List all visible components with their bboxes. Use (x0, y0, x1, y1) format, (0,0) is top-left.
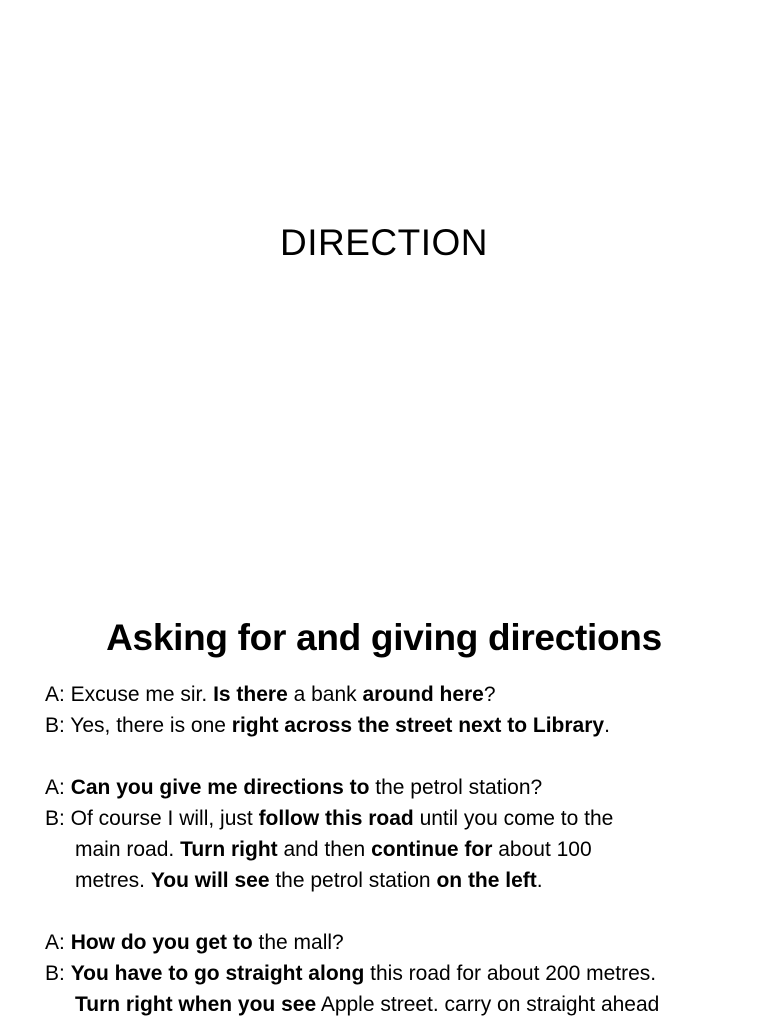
dialog-body (45, 679, 745, 1020)
bold-phrase: on the left (436, 869, 537, 892)
dialog2-line-b2 (45, 834, 745, 865)
bold-phrase: around here (362, 683, 484, 706)
text-run: A: (45, 931, 71, 954)
text-run: the petrol station (269, 869, 437, 892)
text-run: the mall? (252, 931, 344, 954)
slide-heading: Asking for and giving directions (106, 617, 662, 658)
text-run: . (536, 869, 543, 892)
paragraph-gap (45, 896, 745, 927)
dialog1-line-b (45, 710, 745, 741)
dialog3-line-a (45, 927, 745, 958)
bold-phrase: You will see (150, 869, 270, 892)
text-run: metres. (75, 869, 151, 892)
text-run: . (604, 714, 610, 737)
text-run: and then (277, 838, 372, 861)
text-run: a bank (287, 683, 363, 706)
dialog2-line-a (45, 772, 745, 803)
text-run: ? (483, 683, 496, 706)
text-run: until you come to the (413, 807, 614, 830)
slide-title: DIRECTION (280, 222, 488, 263)
bold-phrase: Is there (213, 683, 288, 706)
bold-phrase: Turn right (180, 838, 278, 861)
text-run: B: (45, 962, 71, 985)
bold-phrase: right across the street next to Library (231, 714, 605, 737)
dialog3-line-b1 (45, 958, 745, 989)
text-run: Apple street. carry on straight ahead (316, 993, 660, 1016)
dialog1-line-a (45, 679, 745, 710)
bold-phrase: How do you get to (70, 931, 253, 954)
bold-phrase: follow this road (258, 807, 414, 830)
dialog3-line-b2 (45, 989, 745, 1020)
text-run: this road for about 200 metres. (364, 962, 657, 985)
text-run: A: Excuse me sir. (45, 683, 214, 706)
text-run: B: Of course I will, just (45, 807, 259, 830)
paragraph-gap (45, 741, 745, 772)
bold-phrase: Turn right when you see (75, 993, 317, 1016)
bold-phrase: continue for (371, 838, 493, 861)
content-slide (0, 576, 768, 1024)
text-run: about 100 (492, 838, 592, 861)
bold-phrase: Can you give me directions to (70, 776, 370, 799)
bold-phrase: You have to go straight along (70, 962, 365, 985)
text-run: A: (45, 776, 71, 799)
text-run: B: Yes, there is one (45, 714, 232, 737)
dialog2-line-b3 (45, 865, 745, 896)
text-run: the petrol station? (369, 776, 543, 799)
dialog2-line-b1 (45, 803, 745, 834)
text-run: main road. (75, 838, 181, 861)
